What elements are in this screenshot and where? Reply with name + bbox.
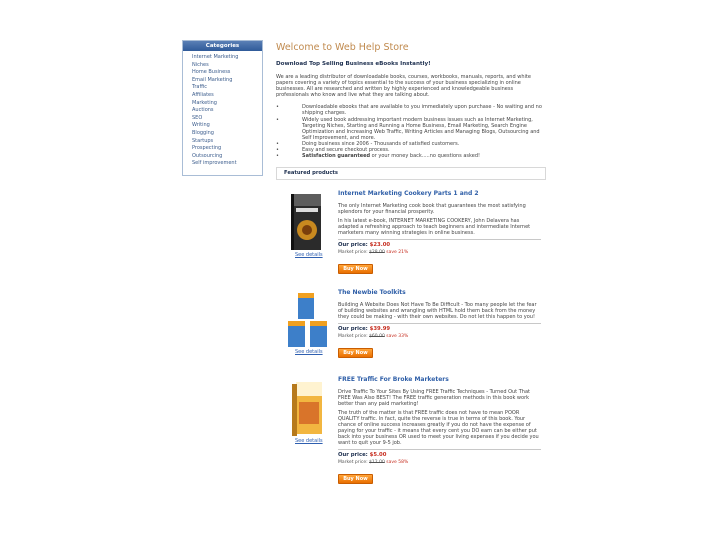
guarantee-text: or your money back.....no questions asked!	[370, 153, 481, 160]
see-details-link[interactable]: See details	[295, 438, 323, 444]
sidebar-item-prospecting[interactable]: Prospecting	[192, 145, 222, 152]
sidebar-item-outsourcing[interactable]: Outsourcing	[192, 152, 223, 159]
see-details-link[interactable]: See details	[295, 252, 323, 258]
main-content	[276, 42, 546, 180]
sidebar-item-niches[interactable]: Niches	[192, 61, 209, 68]
sidebar-item-auctions[interactable]: Auctions	[192, 107, 214, 114]
buy-now-button[interactable]: Buy Now	[338, 264, 373, 274]
market-price-label: Market price:	[338, 250, 368, 255]
sidebar-item-affiliates[interactable]: Affiliates	[192, 91, 214, 98]
bullet-item: • Downloadable ebooks that are available to you immediately upon purchase - No waiting and no shipping charges.	[276, 104, 546, 116]
sidebar-item-seo[interactable]: SEO	[192, 114, 203, 121]
book-cover-image[interactable]	[286, 291, 330, 351]
save-text	[386, 334, 408, 339]
our-price-value: $23.00	[369, 242, 391, 248]
book-cover-image[interactable]	[290, 380, 324, 440]
sidebar-item-blogging[interactable]: Blogging	[192, 129, 214, 136]
product-details	[338, 376, 541, 484]
market-price	[338, 250, 541, 255]
market-price	[338, 334, 541, 339]
buy-now-button[interactable]: Buy Now	[338, 348, 373, 358]
product-description	[338, 203, 541, 236]
market-price-value: $28.00	[369, 250, 385, 255]
sidebar-item-self-improvement[interactable]: Self improvement	[192, 160, 237, 167]
book-cover-image[interactable]	[290, 192, 324, 252]
product-title[interactable]: FREE Traffic For Broke Marketers	[338, 376, 449, 383]
save-text	[386, 250, 408, 255]
product-description	[338, 302, 541, 320]
featured-products-header: Featured products	[276, 167, 546, 180]
market-price-label: Market price:	[338, 460, 368, 465]
save-percent: 21%	[398, 250, 409, 255]
bullet-item	[276, 153, 546, 159]
save-percent: 58%	[398, 460, 409, 465]
feature-bullets	[276, 104, 546, 159]
sidebar-item-internet-marketing[interactable]: Internet Marketing	[192, 54, 239, 60]
save-text	[386, 460, 408, 465]
guarantee-strong: Satisfaction guaranteed	[302, 153, 371, 160]
our-price	[338, 242, 541, 248]
our-price-value: $5.00	[369, 452, 387, 458]
sidebar-item-home-business[interactable]: Home Business	[192, 69, 231, 76]
save-label: save	[386, 250, 397, 255]
page-title: Welcome to Web Help Store	[276, 42, 409, 53]
our-price-label: Our price:	[338, 242, 368, 248]
product-title[interactable]: Internet Marketing Cookery Parts 1 and 2	[338, 190, 479, 197]
sidebar-item-traffic[interactable]: Traffic	[192, 84, 208, 91]
categories-list	[183, 51, 262, 168]
see-details-link[interactable]: See details	[295, 349, 323, 355]
sidebar-item-email-marketing[interactable]: Email Marketing	[192, 76, 233, 83]
product-desc-paragraph: The truth of the matter is that FREE traffic does not have to mean POOR QUALITY traffic. In fact, quite the reverse is true in terms of this book. Your chance of online success increases greatly if you do not have the expense of paying for your traffic - it means that every cent you DO earn can be either put back into your business OR used to meet your living expenses if you decide you want to quit your 9-5 job.	[338, 410, 539, 446]
divider	[338, 449, 541, 450]
sidebar-item-writing[interactable]: Writing	[192, 122, 210, 129]
save-percent: 33%	[398, 334, 409, 339]
save-label: save	[386, 334, 397, 339]
save-label: save	[386, 460, 397, 465]
sidebar-item-startups[interactable]: Startups	[192, 137, 214, 144]
product-details	[338, 289, 541, 358]
our-price-value: $39.99	[369, 326, 391, 332]
page-subtitle: Download Top Selling Business eBooks Instantly!	[276, 61, 431, 67]
market-price	[338, 460, 541, 465]
intro-paragraph: We are a leading distributor of downloadable books, courses, workbooks, manuals, reports, and white papers covering a variety of topics essential to the success of your business specializing in online businesses. All are researched and written by highly experienced and knowledgeable business professionals who know and live what they are talking about.	[276, 74, 531, 99]
divider	[338, 323, 541, 324]
our-price	[338, 452, 541, 458]
market-price-value: $60.00	[369, 334, 385, 339]
divider	[338, 239, 541, 240]
our-price	[338, 326, 541, 332]
our-price-label: Our price:	[338, 452, 368, 458]
bullet-item: • Widely used book addressing important modern business issues such as Internet Marketing, Targeting Niches, Starting and Running a Home Business, Email Marketing, Search Engine Optimization and Increasing Web Traffic, Writing Articles and Managing Blogs, Outsourcing and Self Improvement, and more.	[276, 117, 546, 141]
our-price-label: Our price:	[338, 326, 368, 332]
market-price-label: Market price:	[338, 334, 368, 339]
bullet-item: • Doing business since 2006 - Thousands of satisfied customers.	[276, 141, 546, 147]
categories-sidebar	[182, 40, 263, 176]
categories-heading: Categories	[183, 41, 262, 51]
market-price-value: $12.00	[369, 460, 385, 465]
bullet-item: • Easy and secure checkout process.	[276, 147, 546, 153]
product-desc-paragraph: Building A Website Does Not Have To Be Difficult - Too many people let the fear of building websites and wrangling with HTML hold them back from the money they could be making - with their own websites. Do not let this happen to you!	[338, 302, 537, 320]
product-desc-paragraph: In his latest e-book, INTERNET MARKETING COOKERY, John Delavera has adapted a refreshing approach to teach beginners and intermediate Internet marketers many winning strategies in online business.	[338, 218, 531, 236]
buy-now-button[interactable]: Buy Now	[338, 474, 373, 484]
sidebar-item-marketing[interactable]: Marketing	[192, 99, 217, 106]
product-title[interactable]: The Newbie Toolkits	[338, 289, 406, 296]
product-desc-paragraph: The only Internet Marketing cook book that guarantees the most satisfying splendors for your financial prosperity.	[338, 203, 526, 215]
product-description	[338, 389, 541, 446]
product-details	[338, 190, 541, 274]
product-desc-paragraph: Drive Traffic To Your Sites By Using FREE Traffic Techniques - Turned Out That FREE Was Also BEST! The FREE traffic generation methods in this book work better than any paid marketing!	[338, 389, 530, 407]
